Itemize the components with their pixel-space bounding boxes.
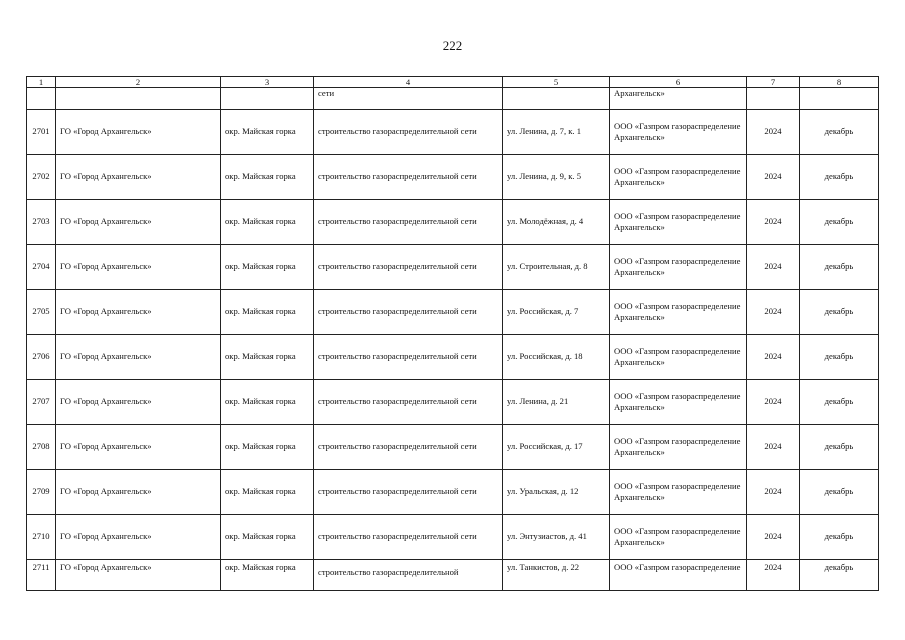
cell-address: ул. Ленина, д. 7, к. 1 (503, 110, 610, 155)
column-header: 1 (27, 77, 56, 88)
cell-area: окр. Майская горка (221, 335, 314, 380)
cell-num: 2706 (27, 335, 56, 380)
cell-work: строительство газораспределительной сети (314, 425, 503, 470)
table-row (27, 155, 879, 200)
cell-address: ул. Уральская, д. 12 (503, 470, 610, 515)
cell-district: ГО «Город Архангельск» (56, 380, 221, 425)
cell-district: ГО «Город Архангельск» (56, 515, 221, 560)
table-row (27, 200, 879, 245)
cell-work: сети (314, 88, 503, 110)
cell-work: строительство газораспределительной сети (314, 200, 503, 245)
cell-district: ГО «Город Архангельск» (56, 425, 221, 470)
cell-year: 2024 (747, 470, 800, 515)
cell-year: 2024 (747, 155, 800, 200)
table-row (27, 245, 879, 290)
cell-area: окр. Майская горка (221, 155, 314, 200)
cell-year (747, 88, 800, 110)
registry-table (26, 76, 879, 591)
cell-work: строительство газораспределительной сети (314, 290, 503, 335)
cell-org: ООО «Газпром газораспределение (610, 560, 747, 591)
cell-month: декабрь (800, 560, 879, 591)
cell-org: Архангельск» (610, 88, 747, 110)
cell-district: ГО «Город Архангельск» (56, 470, 221, 515)
cell-month (800, 88, 879, 110)
table-row (27, 335, 879, 380)
cell-year: 2024 (747, 560, 800, 591)
cell-org: ООО «Газпром газораспределение Архангельск» (610, 470, 747, 515)
cell-work: строительство газораспределительной сети (314, 470, 503, 515)
cell-org: ООО «Газпром газораспределение Архангельск» (610, 335, 747, 380)
cell-org: ООО «Газпром газораспределение Архангельск» (610, 290, 747, 335)
cell-district: ГО «Город Архангельск» (56, 335, 221, 380)
cell-month: декабрь (800, 200, 879, 245)
cell-num: 2710 (27, 515, 56, 560)
table-row (27, 380, 879, 425)
cell-year: 2024 (747, 245, 800, 290)
cell-address: ул. Молодёжная, д. 4 (503, 200, 610, 245)
cell-year: 2024 (747, 110, 800, 155)
table-row (27, 425, 879, 470)
cell-year: 2024 (747, 290, 800, 335)
cell-num: 2711 (27, 560, 56, 591)
cell-area: окр. Майская горка (221, 515, 314, 560)
cell-org: ООО «Газпром газораспределение Архангельск» (610, 425, 747, 470)
cell-year: 2024 (747, 335, 800, 380)
cell-area: окр. Майская горка (221, 200, 314, 245)
cell-area: окр. Майская горка (221, 245, 314, 290)
cell-district: ГО «Город Архангельск» (56, 560, 221, 591)
cell-num: 2709 (27, 470, 56, 515)
cell-district: ГО «Город Архангельск» (56, 290, 221, 335)
cell-org: ООО «Газпром газораспределение Архангельск» (610, 245, 747, 290)
cell-num: 2708 (27, 425, 56, 470)
cell-area: окр. Майская горка (221, 380, 314, 425)
cell-area: окр. Майская горка (221, 290, 314, 335)
cell-work: строительство газораспределительной (314, 560, 503, 591)
cell-year: 2024 (747, 425, 800, 470)
cell-area: окр. Майская горка (221, 425, 314, 470)
cell-address (503, 88, 610, 110)
cell-area: окр. Майская горка (221, 110, 314, 155)
cell-org: ООО «Газпром газораспределение Архангельск» (610, 155, 747, 200)
cell-district (56, 88, 221, 110)
cell-area: окр. Майская горка (221, 470, 314, 515)
cell-num: 2707 (27, 380, 56, 425)
cell-work: строительство газораспределительной сети (314, 380, 503, 425)
cell-num: 2703 (27, 200, 56, 245)
cell-month: декабрь (800, 425, 879, 470)
cell-year: 2024 (747, 515, 800, 560)
column-header: 8 (800, 77, 879, 88)
cell-address: ул. Российская, д. 7 (503, 290, 610, 335)
cell-year: 2024 (747, 200, 800, 245)
cell-area: окр. Майская горка (221, 560, 314, 591)
cell-org: ООО «Газпром газораспределение Архангельск» (610, 200, 747, 245)
cell-district: ГО «Город Архангельск» (56, 200, 221, 245)
column-header: 3 (221, 77, 314, 88)
cell-num: 2704 (27, 245, 56, 290)
column-header: 7 (747, 77, 800, 88)
table-row (27, 110, 879, 155)
table-row (27, 515, 879, 560)
cell-month: декабрь (800, 470, 879, 515)
cell-district: ГО «Город Архангельск» (56, 110, 221, 155)
cell-district: ГО «Город Архангельск» (56, 155, 221, 200)
cell-work: строительство газораспределительной сети (314, 155, 503, 200)
cell-num (27, 88, 56, 110)
header-row (27, 77, 879, 88)
column-header: 4 (314, 77, 503, 88)
cell-org: ООО «Газпром газораспределение Архангельск» (610, 110, 747, 155)
cell-address: ул. Энтузиастов, д. 41 (503, 515, 610, 560)
cell-address: ул. Российская, д. 17 (503, 425, 610, 470)
cell-month: декабрь (800, 155, 879, 200)
cell-address: ул. Российская, д. 18 (503, 335, 610, 380)
cell-num: 2702 (27, 155, 56, 200)
column-header: 2 (56, 77, 221, 88)
column-header: 6 (610, 77, 747, 88)
cell-address: ул. Ленина, д. 9, к. 5 (503, 155, 610, 200)
cell-address: ул. Строительная, д. 8 (503, 245, 610, 290)
cell-month: декабрь (800, 245, 879, 290)
cell-num: 2701 (27, 110, 56, 155)
cell-month: декабрь (800, 110, 879, 155)
cell-org: ООО «Газпром газораспределение Архангельск» (610, 515, 747, 560)
cell-area (221, 88, 314, 110)
column-header: 5 (503, 77, 610, 88)
cell-month: декабрь (800, 380, 879, 425)
cell-work: строительство газораспределительной сети (314, 335, 503, 380)
continuation-row (27, 88, 879, 110)
cell-work: строительство газораспределительной сети (314, 110, 503, 155)
cell-work: строительство газораспределительной сети (314, 515, 503, 560)
cell-year: 2024 (747, 380, 800, 425)
cell-district: ГО «Город Архангельск» (56, 245, 221, 290)
cell-num: 2705 (27, 290, 56, 335)
cell-month: декабрь (800, 515, 879, 560)
cell-address: ул. Танкистов, д. 22 (503, 560, 610, 591)
cell-address: ул. Ленина, д. 21 (503, 380, 610, 425)
page-number: 222 (442, 38, 463, 53)
table-row (27, 470, 879, 515)
cell-work: строительство газораспределительной сети (314, 245, 503, 290)
cell-org: ООО «Газпром газораспределение Архангельск» (610, 380, 747, 425)
table-row (27, 290, 879, 335)
cell-month: декабрь (800, 335, 879, 380)
cell-month: декабрь (800, 290, 879, 335)
table-row (27, 560, 879, 591)
